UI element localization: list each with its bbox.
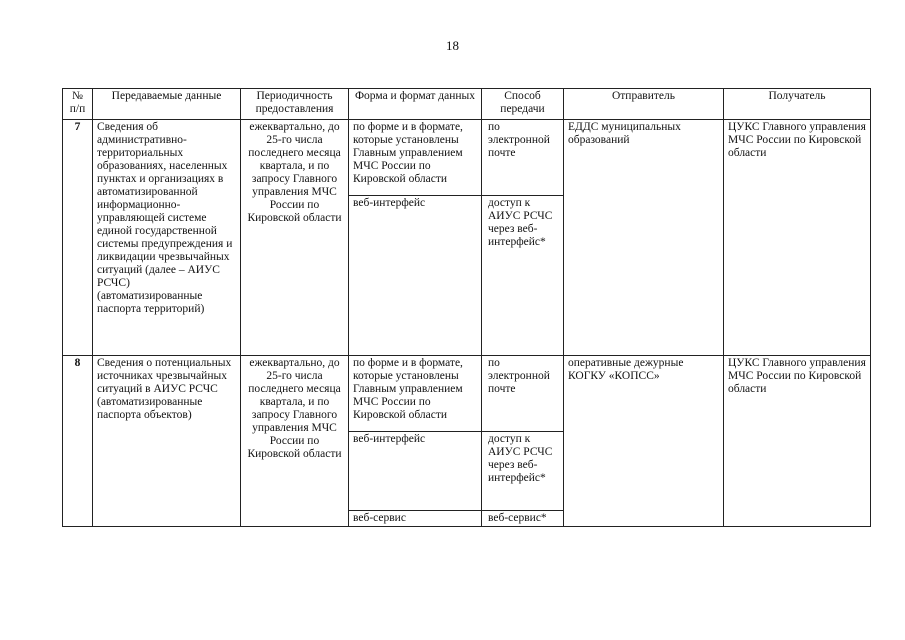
data-exchange-table — [62, 88, 871, 527]
row-number: 7 — [63, 120, 93, 356]
header-data: Передаваемые данные — [93, 89, 241, 120]
table-row — [63, 356, 871, 432]
table-row — [63, 120, 871, 196]
method-cell: доступ к АИУС РСЧС через веб-интерфейс* — [482, 432, 564, 511]
method-cell: доступ к АИУС РСЧС через веб-интерфейс* — [482, 196, 564, 356]
header-receiver: Получатель — [724, 89, 871, 120]
header-num: № п/п — [63, 89, 93, 120]
sender-cell: оперативные дежурные КОГКУ «КОПСС» — [564, 356, 724, 527]
periodicity: ежеквартально, до 25-го числа последнего месяца квартала, и по запросу Главного управления МЧС России по Кировской области — [241, 356, 349, 527]
format-cell: веб-сервис — [349, 511, 482, 527]
header-format: Форма и формат данных — [349, 89, 482, 120]
format-cell: по форме и в формате, которые установлены Главным управлением МЧС России по Кировской области — [349, 356, 482, 432]
header-period: Периодичность предоставления — [241, 89, 349, 120]
header-sender: Отправитель — [564, 89, 724, 120]
table-header-row — [63, 89, 871, 120]
method-cell: по электронной почте — [482, 120, 564, 196]
receiver-cell: ЦУКС Главного управления МЧС России по Кировской области — [724, 356, 871, 527]
format-cell: веб-интерфейс — [349, 432, 482, 511]
page-number: 18 — [446, 38, 459, 53]
data-description: Сведения об административно-территориальных образованиях, населенных пунктах и организациях в автоматизированной информационно-управляющей системе единой государственной системы предупреждения и ликвидации чрезвычайных ситуаций (далее – АИУС РСЧС) (автоматизированные паспорта территорий) — [93, 120, 241, 356]
method-cell: веб-сервис* — [482, 511, 564, 527]
format-cell: веб-интерфейс — [349, 196, 482, 356]
method-cell: по электронной почте — [482, 356, 564, 432]
periodicity: ежеквартально, до 25-го числа последнего месяца квартала, и по запросу Главного управления МЧС России по Кировской области — [241, 120, 349, 356]
format-cell: по форме и в формате, которые установлены Главным управлением МЧС России по Кировской области — [349, 120, 482, 196]
sender-cell: ЕДДС муниципальных образований — [564, 120, 724, 356]
data-description: Сведения о потенциальных источниках чрезвычайных ситуаций в АИУС РСЧС (автоматизированные паспорта объектов) — [93, 356, 241, 527]
receiver-cell: ЦУКС Главного управления МЧС России по Кировской области — [724, 120, 871, 356]
row-number: 8 — [63, 356, 93, 527]
header-method: Способ передачи — [482, 89, 564, 120]
